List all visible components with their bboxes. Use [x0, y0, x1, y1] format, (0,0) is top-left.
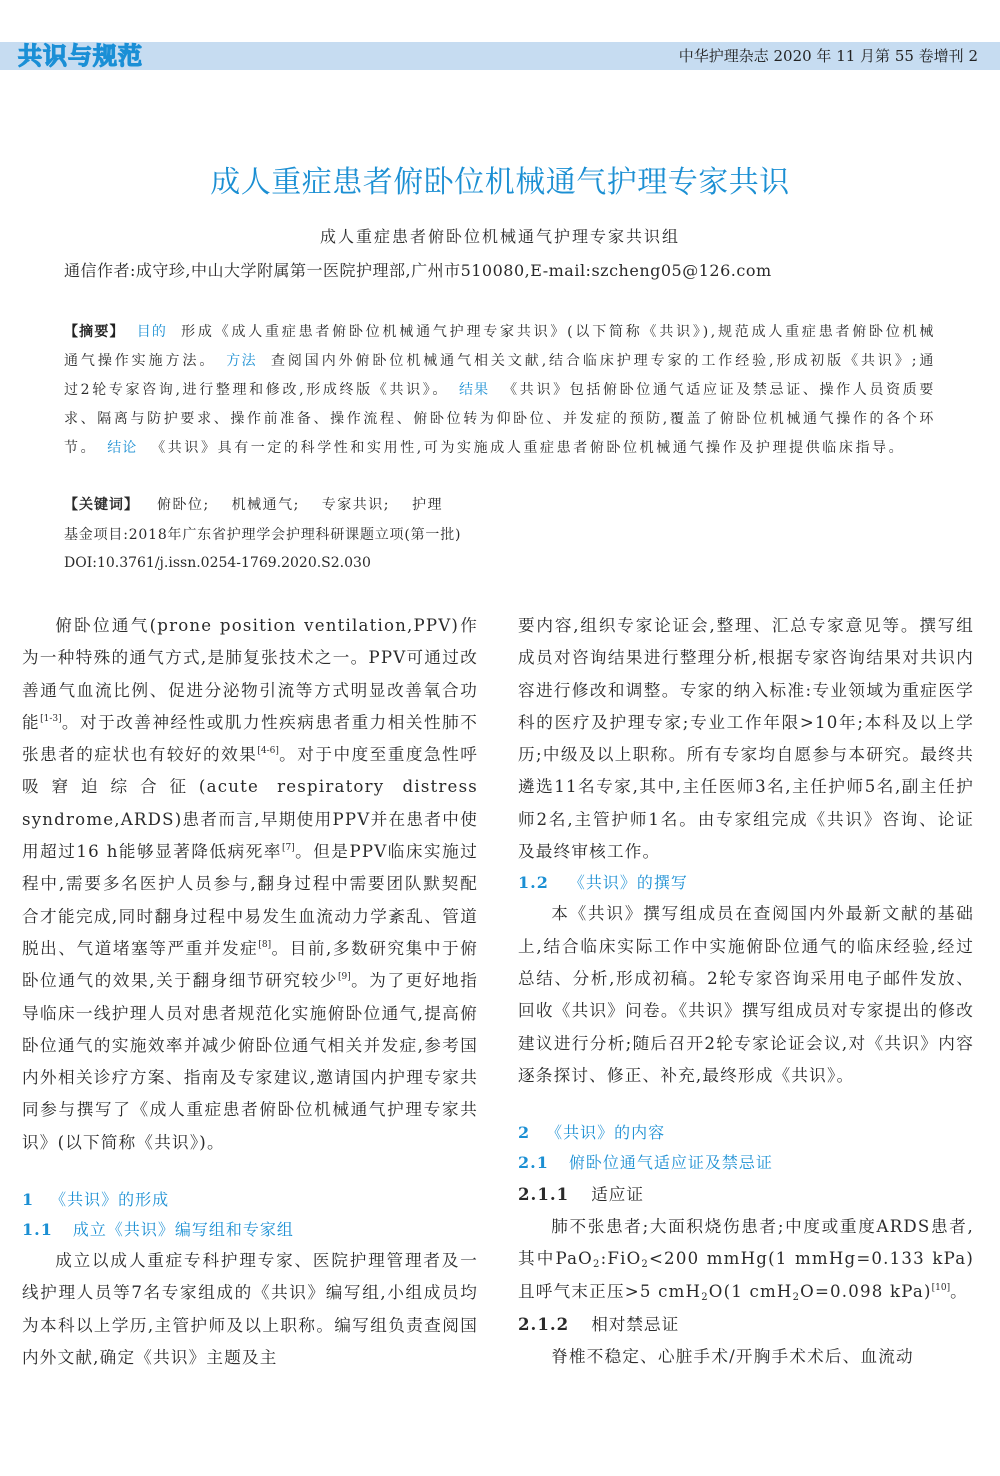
- conclusion-label: 结论: [107, 440, 138, 456]
- citation[interactable]: [10]: [931, 1282, 951, 1293]
- section-heading-1: 1 《共识》的形成: [22, 1190, 170, 1210]
- citation[interactable]: [7]: [282, 843, 295, 854]
- section-heading-2-1-1: 2.1.1 适应证: [518, 1184, 644, 1205]
- keyword-item: 专家共识;: [321, 497, 391, 513]
- section-heading-2-1: 2.1 俯卧位通气适应证及禁忌证: [518, 1153, 773, 1173]
- citation[interactable]: [9]: [337, 972, 351, 983]
- abstract: [64, 318, 936, 463]
- article-title: 成人重症患者俯卧位机械通气护理专家共识: [210, 165, 790, 201]
- conclusion-text: 《共识》具有一定的科学性和实用性,可为实施成人重症患者俯卧位机械通气操作及护理提供临床指导。: [151, 440, 906, 456]
- right-column: [518, 610, 974, 1373]
- citation[interactable]: [4-6]: [257, 746, 279, 757]
- journal-info: 中华护理杂志 2020 年 11 月第 55 卷增刊 2: [678, 47, 978, 65]
- section-1-1-paragraph: 成立以成人重症专科护理专家、医院护理管理者及一线护理人员等7名专家组成的《共识》编写组,小组成员均为本科以上学历,主管护师及以上职称。编写组负责查阅国内外文献,确定《共识》主题及主: [22, 1251, 478, 1367]
- keyword-item: 俯卧位;: [156, 497, 210, 513]
- section-1-1-paragraph-continued: 要内容,组织专家论证会,整理、汇总专家意见等。撰写组成员对咨询结果进行整理分析,根据专家咨询结果对共识内容进行修改和调整。专家的纳入标准:专业领域为重症医学科的医疗及护理专家;专业工作年限>10年;本科及以上学历;中级及以上职称。所有专家均自愿参与本研究。最终共遴选11名专家,其中,主任医师3名,主任护师5名,副主任护师2名,主管护师1名。由专家组完成《共识》咨询、论证及最终审核工作。: [518, 616, 974, 862]
- keyword-item: 护理: [411, 497, 443, 513]
- keyword-item: 机械通气;: [231, 497, 300, 513]
- keywords-label: 【关键词】: [64, 497, 139, 513]
- results-label: 结果: [459, 382, 490, 398]
- section-heading-2: 2 《共识》的内容: [518, 1123, 666, 1143]
- methods-label: 方法: [226, 353, 257, 369]
- doi: DOI:10.3761/j.issn.0254-1769.2020.S2.030: [64, 555, 371, 571]
- results-text: 《共识》包括俯卧位通气适应证及禁忌证、操作人员资质要求、隔离与防护要求、操作前准备、操作流程、俯卧位转为仰卧位、并发症的预防,覆盖了俯卧位机械通气操作的各个环节。: [64, 382, 936, 456]
- section-heading-1-1: 1.1 成立《共识》编写组和专家组: [22, 1220, 294, 1240]
- author-group: 成人重症患者俯卧位机械通气护理专家共识组: [319, 227, 680, 246]
- left-column: [22, 610, 478, 1374]
- section-heading-1-2: 1.2 《共识》的撰写: [518, 873, 688, 893]
- keywords: [64, 492, 459, 518]
- contraindications-paragraph: 脊椎不稳定、心脏手术/开胸手术术后、血流动: [551, 1347, 914, 1367]
- abstract-label: 【摘要】: [64, 324, 125, 340]
- objective-label: 目的: [136, 324, 168, 340]
- fund-info: 基金项目:2018年广东省护理学会护理科研课题立项(第一批): [64, 527, 462, 543]
- objective-text: 形成《成人重症患者俯卧位机械通气护理专家共识》(以下简称《共识》),规范成人重症患者俯卧位机械通气操作实施方法。: [64, 324, 937, 369]
- citation[interactable]: [8]: [258, 939, 272, 950]
- intro-paragraph: 俯卧位通气(prone position ventilation,PPV)作为一种特殊的通气方式,是肺复张技术之一。PPV可通过改善通气血流比例、促进分泌物引流等方式明显改善氧合功能[1-3]。对于改善神经性或肌力性疾病患者重力相关性肺不张患者的症状也有较好的效果[4-6]。对于中度至重度急性呼吸窘迫综合征(acute respiratory distress syndrome,ARDS)患者而言,早期使用PPV并在患者中使用超过16 h能够显著降低病死率[7]。但是PPV临床实施过程中,需要多名医护人员参与,翻身过程中需要团队默契配合才能完成,同时翻身过程中易发生血流动力学紊乱、管道脱出、气道堵塞等严重并发症[8]。目前,多数研究集中于俯卧位通气的效果,关于翻身细节研究较少[9]。为了更好地指导临床一线护理人员对患者规范化实施俯卧位通气,提高俯卧位通气的实施效率并减少俯卧位通气相关并发症,参考国内外相关诊疗方案、指南及专家建议,邀请国内护理专家共同参与撰写了《成人重症患者俯卧位机械通气护理专家共识》(以下简称《共识》)。: [22, 616, 478, 1152]
- methods-text: 查阅国内外俯卧位机械通气相关文献,结合临床护理专家的工作经验,形成初版《共识》;通过2轮专家咨询,进行整理和修改,形成终版《共识》。: [64, 353, 937, 398]
- section-1-2-paragraph: 本《共识》撰写组成员在查阅国内外最新文献的基础上,结合临床实际工作中实施俯卧位通气的临床经验,经过总结、分析,形成初稿。2轮专家咨询采用电子邮件发放、回收《共识》问卷。《共识》撰写组成员对专家提出的修改建议进行分析;随后召开2轮专家论证会议,对《共识》内容逐条探讨、修正、补充,最终形成《共识》。: [518, 904, 974, 1085]
- section-tag: 共识与规范: [18, 42, 143, 70]
- corresponding-author: 通信作者:成守珍,中山大学附属第一医院护理部,广州市510080,E-mail:szcheng05@126.com: [64, 261, 772, 280]
- indications-paragraph: 肺不张患者;大面积烧伤患者;中度或重度ARDS患者,其中PaO$_2$:FiO$_2$<200 mmHg(1 mmHg=0.133 kPa)且呼气末正压>5 cmH$_2$O(1 cmH$_2$O=0.098 kPa)[10]。: [518, 1217, 974, 1303]
- section-heading-2-1-2: 2.1.2 相对禁忌证: [518, 1314, 680, 1335]
- citation[interactable]: [1-3]: [40, 713, 62, 724]
